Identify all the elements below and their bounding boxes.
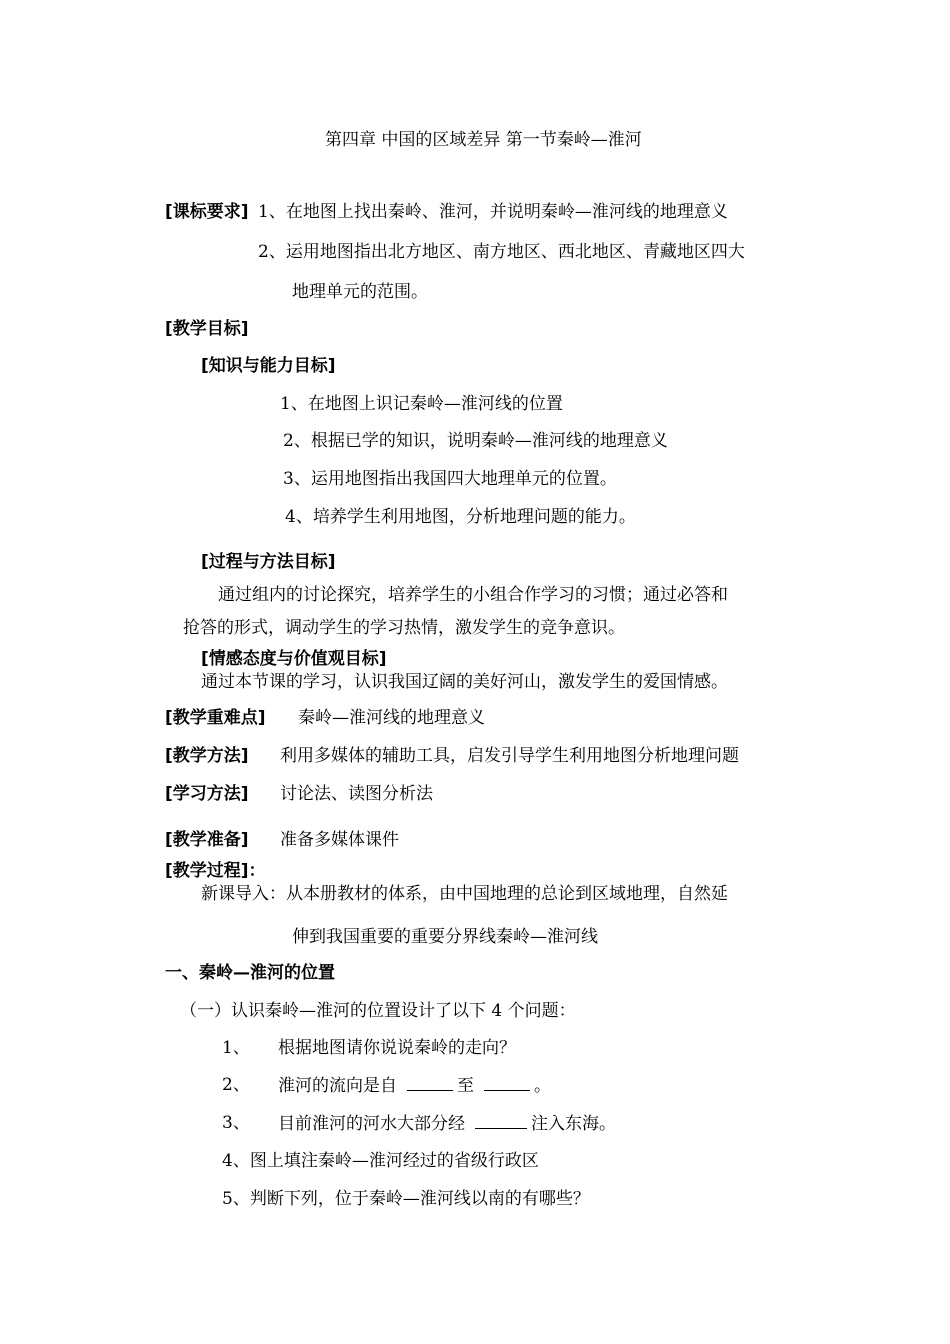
kebiao-item-2: 2、运用地图指出北方地区、南方地区、西北地区、青藏地区四大 xyxy=(258,242,745,262)
answer-blank[interactable] xyxy=(407,1074,453,1091)
guocheng-section-label: [教学过程]： xyxy=(165,861,266,881)
question-text: 淮河的流向是自 xyxy=(278,1076,397,1096)
kebiao-label: [课标要求] xyxy=(165,202,249,222)
section-intro: （一）认识秦岭—淮河的位置设计了以下 4 个问题： xyxy=(180,1001,576,1021)
jiaoxue-mubiao-label: [教学目标] xyxy=(165,319,249,339)
guocheng-text-2: 抢答的形式，调动学生的学习热情，激发学生的竞争意识。 xyxy=(183,618,625,638)
xuexi-fangfa-text: 讨论法、读图分析法 xyxy=(280,784,433,804)
question-number: 3、 xyxy=(222,1113,250,1133)
question-3 xyxy=(222,1112,616,1134)
section-heading: 一、秦岭—淮河的位置 xyxy=(165,963,335,983)
qinggan-text: 通过本节课的学习，认识我国辽阔的美好河山，激发学生的爱国情感。 xyxy=(201,672,728,692)
zhongnandian-text: 秦岭—淮河线的地理意义 xyxy=(298,708,485,728)
question-text: 目前淮河的河水大部分经 xyxy=(278,1114,465,1134)
daoru-text-2: 伸到我国重要的重要分界线秦岭—淮河线 xyxy=(292,927,598,947)
zhishi-item: 3、运用地图指出我国四大地理单元的位置。 xyxy=(283,469,617,489)
jiaoxue-fangfa-text: 利用多媒体的辅助工具，启发引导学生利用地图分析地理问题 xyxy=(280,746,739,766)
question-4: 4、图上填注秦岭—淮河经过的省级行政区 xyxy=(222,1151,539,1171)
kebiao-item-1: 1、在地图上找出秦岭、淮河，并说明秦岭—淮河线的地理意义 xyxy=(258,202,728,222)
qinggan-label: [情感态度与价值观目标] xyxy=(201,649,387,669)
question-text: 至 xyxy=(457,1076,474,1096)
question-number: 2、 xyxy=(222,1075,250,1095)
question-text: 注入东海。 xyxy=(531,1114,616,1134)
page-title: 第四章 中国的区域差异 第一节秦岭—淮河 xyxy=(325,130,642,150)
zhongnandian-label: [教学重难点] xyxy=(165,708,266,728)
zhishi-item: 2、根据已学的知识，说明秦岭—淮河线的地理意义 xyxy=(283,431,668,451)
zhishi-label: [知识与能力目标] xyxy=(201,356,336,376)
question-1 xyxy=(222,1037,516,1059)
zhishi-item: 1、在地图上识记秦岭—淮河线的位置 xyxy=(280,394,563,414)
kebiao-item-2-cont: 地理单元的范围。 xyxy=(292,282,428,302)
question-number: 1、 xyxy=(222,1038,250,1058)
zhunbei-text: 准备多媒体课件 xyxy=(280,830,399,850)
zhishi-item: 4、培养学生利用地图，分析地理问题的能力。 xyxy=(285,507,636,527)
guocheng-label: [过程与方法目标] xyxy=(201,552,336,572)
question-5: 5、判断下列，位于秦岭—淮河线以南的有哪些？ xyxy=(222,1189,590,1209)
answer-blank[interactable] xyxy=(484,1074,530,1091)
question-text: 。 xyxy=(534,1076,551,1096)
question-text: 根据地图请你说说秦岭的走向？ xyxy=(278,1038,516,1058)
daoru-text-1: 新课导入：从本册教材的体系，由中国地理的总论到区域地理，自然延 xyxy=(201,884,728,904)
zhunbei-label: [教学准备] xyxy=(165,830,249,850)
xuexi-fangfa-label: [学习方法] xyxy=(165,784,249,804)
question-2 xyxy=(222,1074,551,1096)
guocheng-text-1: 通过组内的讨论探究，培养学生的小组合作学习的习惯；通过必答和 xyxy=(218,585,728,605)
jiaoxue-fangfa-label: [教学方法] xyxy=(165,746,249,766)
answer-blank[interactable] xyxy=(475,1112,527,1129)
